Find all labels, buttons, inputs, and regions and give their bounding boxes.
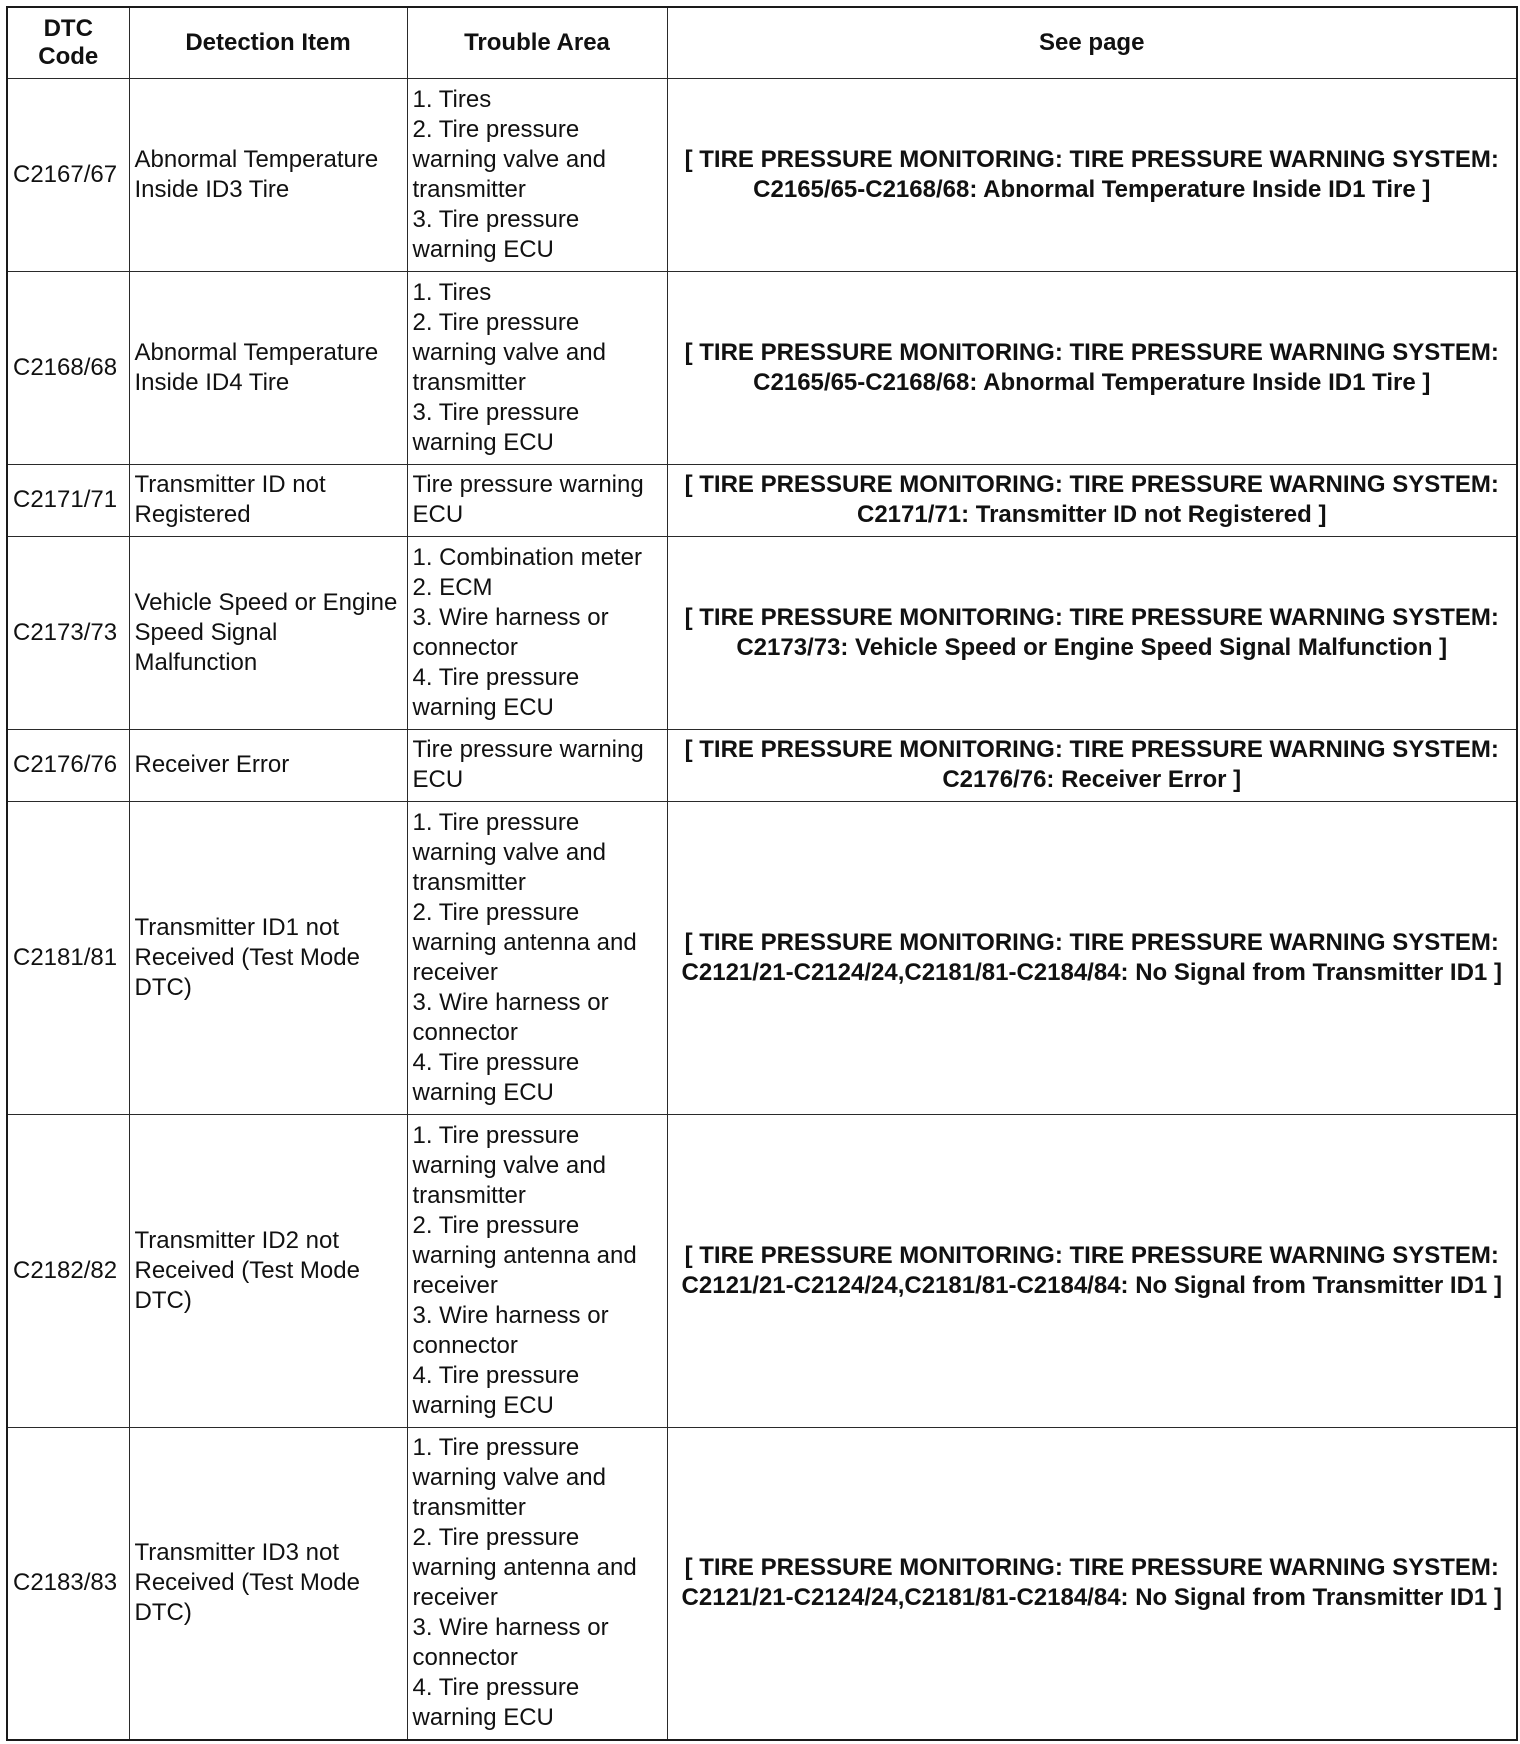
trouble-area-item: 2. Tire pressure warning antenna and receiver (412, 898, 637, 986)
see-page-link[interactable]: [ TIRE PRESSURE MONITORING: TIRE PRESSURE WARNING SYSTEM: C2171/71: Transmitter ID not Registered ] (667, 464, 1517, 536)
trouble-area-item: 1. Combination meter (412, 543, 642, 571)
trouble-area-item: 3. Wire harness or connector (412, 603, 609, 661)
dtc-table (6, 6, 1518, 1741)
trouble-area-item: Tire pressure warning ECU (412, 736, 644, 793)
header-detection-item: Detection Item (129, 7, 407, 78)
trouble-area-item: 3. Wire harness or connector (412, 1301, 609, 1359)
trouble-area-cell (407, 78, 667, 271)
dtc-code-cell: C2182/82 (7, 1114, 129, 1427)
dtc-code-cell: C2181/81 (7, 801, 129, 1114)
trouble-area-item: 3. Tire pressure warning ECU (412, 398, 580, 456)
table-row (7, 1114, 1517, 1427)
detection-item-cell: Transmitter ID3 not Received (Test Mode DTC) (129, 1427, 407, 1740)
trouble-area-item: 3. Tire pressure warning ECU (412, 205, 580, 263)
detection-item-cell: Transmitter ID2 not Received (Test Mode DTC) (129, 1114, 407, 1427)
dtc-code-cell: C2173/73 (7, 536, 129, 729)
trouble-area-cell (407, 1114, 667, 1427)
table-row (7, 801, 1517, 1114)
see-page-link[interactable]: [ TIRE PRESSURE MONITORING: TIRE PRESSURE WARNING SYSTEM: C2173/73: Vehicle Speed or Engine Speed Signal Malfunction ] (667, 536, 1517, 729)
trouble-area-item: 1. Tires (412, 278, 492, 306)
detection-item-cell: Abnormal Temperature Inside ID4 Tire (129, 271, 407, 464)
trouble-area-cell (407, 1427, 667, 1740)
header-see-page: See page (667, 7, 1517, 78)
see-page-link[interactable]: [ TIRE PRESSURE MONITORING: TIRE PRESSURE WARNING SYSTEM: C2121/21-C2124/24,C2181/81-C2184/84: No Signal from Transmitter ID1 ] (667, 1114, 1517, 1427)
detection-item-cell: Abnormal Temperature Inside ID3 Tire (129, 78, 407, 271)
trouble-area-item: 1. Tire pressure warning valve and transmitter (412, 808, 606, 896)
trouble-area-item: 4. Tire pressure warning ECU (412, 1674, 580, 1732)
see-page-link[interactable]: [ TIRE PRESSURE MONITORING: TIRE PRESSURE WARNING SYSTEM: C2121/21-C2124/24,C2181/81-C2184/84: No Signal from Transmitter ID1 ] (667, 1427, 1517, 1740)
see-page-link[interactable]: [ TIRE PRESSURE MONITORING: TIRE PRESSURE WARNING SYSTEM: C2165/65-C2168/68: Abnormal Temperature Inside ID1 Tire ] (667, 78, 1517, 271)
table-row (7, 729, 1517, 801)
table-row (7, 271, 1517, 464)
trouble-area-item: Tire pressure warning ECU (412, 471, 644, 528)
trouble-area-item: 3. Wire harness or connector (412, 1614, 609, 1672)
trouble-area-item: 2. ECM (412, 573, 493, 601)
dtc-code-cell: C2171/71 (7, 464, 129, 536)
trouble-area-item: 2. Tire pressure warning valve and transmitter (412, 115, 606, 203)
trouble-area-cell (407, 464, 667, 536)
trouble-area-item: 4. Tire pressure warning ECU (412, 1361, 580, 1419)
header-dtc-code: DTC Code (7, 7, 129, 78)
table-row (7, 1427, 1517, 1740)
trouble-area-item: 2. Tire pressure warning valve and transmitter (412, 308, 606, 396)
dtc-code-cell: C2183/83 (7, 1427, 129, 1740)
see-page-link[interactable]: [ TIRE PRESSURE MONITORING: TIRE PRESSURE WARNING SYSTEM: C2176/76: Receiver Error ] (667, 729, 1517, 801)
trouble-area-item: 2. Tire pressure warning antenna and receiver (412, 1211, 637, 1299)
header-trouble-area: Trouble Area (407, 7, 667, 78)
trouble-area-cell (407, 801, 667, 1114)
trouble-area-item: 1. Tires (412, 85, 492, 113)
detection-item-cell: Transmitter ID not Registered (129, 464, 407, 536)
trouble-area-cell (407, 536, 667, 729)
trouble-area-cell (407, 271, 667, 464)
see-page-link[interactable]: [ TIRE PRESSURE MONITORING: TIRE PRESSURE WARNING SYSTEM: C2121/21-C2124/24,C2181/81-C2184/84: No Signal from Transmitter ID1 ] (667, 801, 1517, 1114)
dtc-code-cell: C2167/67 (7, 78, 129, 271)
detection-item-cell: Receiver Error (129, 729, 407, 801)
table-row (7, 536, 1517, 729)
trouble-area-cell (407, 729, 667, 801)
table-row (7, 464, 1517, 536)
table-header-row (7, 7, 1517, 78)
table-row (7, 78, 1517, 271)
dtc-code-cell: C2176/76 (7, 729, 129, 801)
detection-item-cell: Vehicle Speed or Engine Speed Signal Malfunction (129, 536, 407, 729)
see-page-link[interactable]: [ TIRE PRESSURE MONITORING: TIRE PRESSURE WARNING SYSTEM: C2165/65-C2168/68: Abnormal Temperature Inside ID1 Tire ] (667, 271, 1517, 464)
dtc-code-cell: C2168/68 (7, 271, 129, 464)
trouble-area-item: 1. Tire pressure warning valve and transmitter (412, 1434, 606, 1522)
trouble-area-item: 2. Tire pressure warning antenna and receiver (412, 1524, 637, 1612)
trouble-area-item: 4. Tire pressure warning ECU (412, 663, 580, 721)
trouble-area-item: 3. Wire harness or connector (412, 988, 609, 1046)
trouble-area-item: 4. Tire pressure warning ECU (412, 1048, 580, 1106)
trouble-area-item: 1. Tire pressure warning valve and transmitter (412, 1121, 606, 1209)
detection-item-cell: Transmitter ID1 not Received (Test Mode DTC) (129, 801, 407, 1114)
